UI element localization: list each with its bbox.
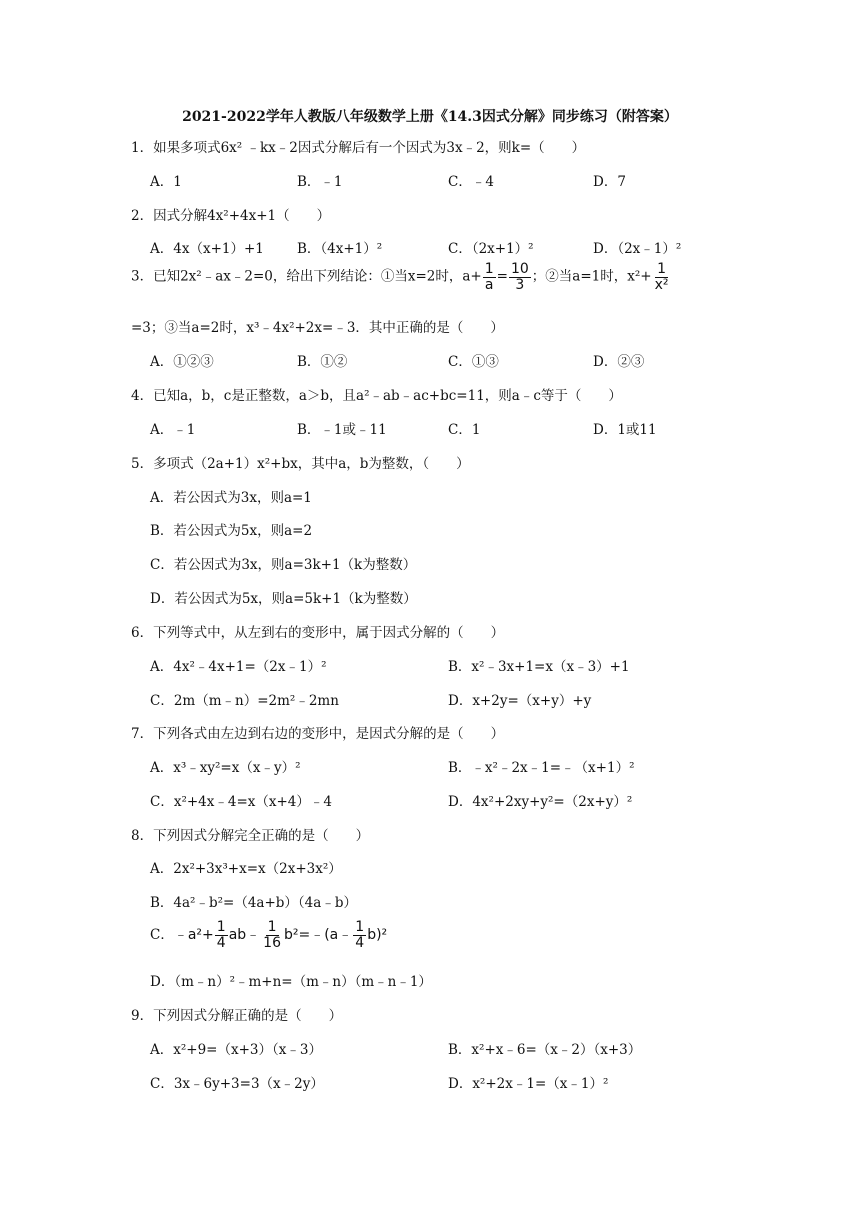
question-8-option-c — [150, 920, 387, 950]
question-1-option-a: A．1 — [150, 174, 182, 190]
fraction-10-over-3: $\frac{10}{3}$ — [510, 261, 529, 293]
question-7-option-b: B．﹣x²﹣2x﹣1=﹣（x+1）² — [448, 760, 635, 776]
question-9-option-b: B．x²+x﹣6=（x﹣2）（x+3） — [448, 1042, 642, 1058]
fraction-1-over-4: $\frac{1}{4}$ — [216, 919, 226, 951]
question-6-option-c: C．2m（m﹣n）=2m²﹣2mn — [150, 693, 339, 709]
question-8-stem: 8．下列因式分解完全正确的是（ ） — [131, 828, 370, 844]
question-6-option-d: D．x+2y=（x+y）+y — [448, 693, 592, 709]
fraction-1-over-a: $\frac{1}{a}$ — [484, 261, 494, 293]
question-9-option-d: D．x²+2x﹣1=（x﹣1）² — [448, 1076, 609, 1092]
question-5-option-d: D．若公因式为5x，则a=5k+1（k为整数） — [150, 591, 417, 607]
question-7-option-a: A．x³﹣xy²=x（x﹣y）² — [150, 760, 301, 776]
question-4-stem: 4．已知a，b，c是正整数，a＞b，且a²﹣ab﹣ac+bc=11，则a﹣c等于（ ） — [131, 388, 622, 404]
question-3-option-d: D．②③ — [593, 354, 645, 370]
question-6-option-a: A．4x²﹣4x+1=（2x﹣1）² — [150, 659, 327, 675]
question-1-option-d: D．7 — [593, 174, 626, 190]
question-5-option-b: B．若公因式为5x，则a=2 — [150, 523, 313, 539]
question-4-option-d: D．1或11 — [593, 422, 657, 438]
fraction-1-over-16: $\frac{1}{16}$ — [263, 919, 281, 951]
question-8-option-c-label: C． — [150, 927, 174, 944]
question-5-stem: 5．多项式（2a+1）x²+bx，其中a，b为整数，（ ） — [131, 456, 470, 472]
question-7-option-c: C．x²+4x﹣4=x（x+4）﹣4 — [150, 794, 332, 810]
question-4-option-b: B．﹣1或﹣11 — [297, 422, 387, 438]
question-8-option-b: B．4a²﹣b²=（4a+b）（4a﹣b） — [150, 895, 357, 911]
question-1-stem: 1．如果多项式6x² ﹣kx﹣2因式分解后有一个因式为3x﹣2，则k=（ ） — [131, 140, 586, 156]
question-7-stem: 7．下列各式由左边到右边的变形中，是因式分解的是（ ） — [131, 726, 505, 742]
question-3-stem: 3．已知2x²﹣ax﹣2=0，给出下列结论：①当x=2时，a+ $\frac{1}{a}$ = $\frac{10}{3}$ ；②当a=1时，x²+ $\frac{1}{\text{x²}}$ — [131, 261, 669, 293]
question-3-stem-part-b: ；②当a=1时，x²+ — [531, 268, 652, 285]
question-1-option-c: C．﹣4 — [448, 174, 494, 190]
question-8-option-a: A．2x²+3x³+x=x（2x+3x²） — [150, 861, 342, 877]
question-2-option-c: C．（2x+1）² — [448, 241, 534, 257]
question-8-option-d: D．（m﹣n）²﹣m+n=（m﹣n）（m﹣n﹣1） — [150, 974, 432, 990]
question-6-option-b: B．x²﹣3x+1=x（x﹣3）+1 — [448, 659, 630, 675]
question-3-option-c: C．①③ — [448, 354, 499, 370]
question-6-stem: 6．下列等式中，从左到右的变形中，属于因式分解的（ ） — [131, 625, 505, 641]
question-9-stem: 9．下列因式分解正确的是（ ） — [131, 1008, 343, 1024]
question-4-option-c: C．1 — [448, 422, 481, 438]
question-2-stem: 2．因式分解4x²+4x+1（ ） — [131, 208, 331, 224]
question-1-option-b: B．﹣1 — [297, 174, 343, 190]
question-2-option-b: B．（4x+1）² — [297, 241, 383, 257]
question-9-option-a: A．x²+9=（x+3）（x﹣3） — [150, 1042, 322, 1058]
question-3-option-b: B．①② — [297, 354, 348, 370]
question-7-option-d: D．4x²+2xy+y²=（2x+y）² — [448, 794, 633, 810]
question-3-stem-part-a: 3．已知2x²﹣ax﹣2=0，给出下列结论：①当x=2时，a+ — [131, 268, 482, 285]
question-9-option-c: C．3x﹣6y+3=3（x﹣2y） — [150, 1076, 324, 1092]
question-2-option-d: D．（2x﹣1）² — [593, 241, 682, 257]
fraction-1-over-x-squared: $\frac{1}{\text{x²}}$ — [654, 261, 669, 293]
question-3-stem-line-2: =3；③当a=2时，x³﹣4x²+2x=﹣3．其中正确的是（ ） — [131, 320, 504, 336]
document-title: 2021-2022学年人教版八年级数学上册《14.3因式分解》同步练习（附答案） — [182, 109, 678, 125]
question-5-option-a: A．若公因式为3x，则a=1 — [150, 490, 312, 506]
question-2-option-a: A．4x（x+1）+1 — [150, 241, 264, 257]
question-4-option-a: A．﹣1 — [150, 422, 196, 438]
question-3-option-a: A．①②③ — [150, 354, 214, 370]
question-5-option-c: C．若公因式为3x，则a=3k+1（k为整数） — [150, 557, 417, 573]
fraction-1-over-4-b: $\frac{1}{4}$ — [355, 919, 365, 951]
question-8-option-c-equation: ﹣a²+ $\frac{1}{4}$ ab﹣ $\frac{1}{16}$ b²=﹣(a﹣ $\frac{1}{4}$ b)² — [173, 919, 388, 951]
